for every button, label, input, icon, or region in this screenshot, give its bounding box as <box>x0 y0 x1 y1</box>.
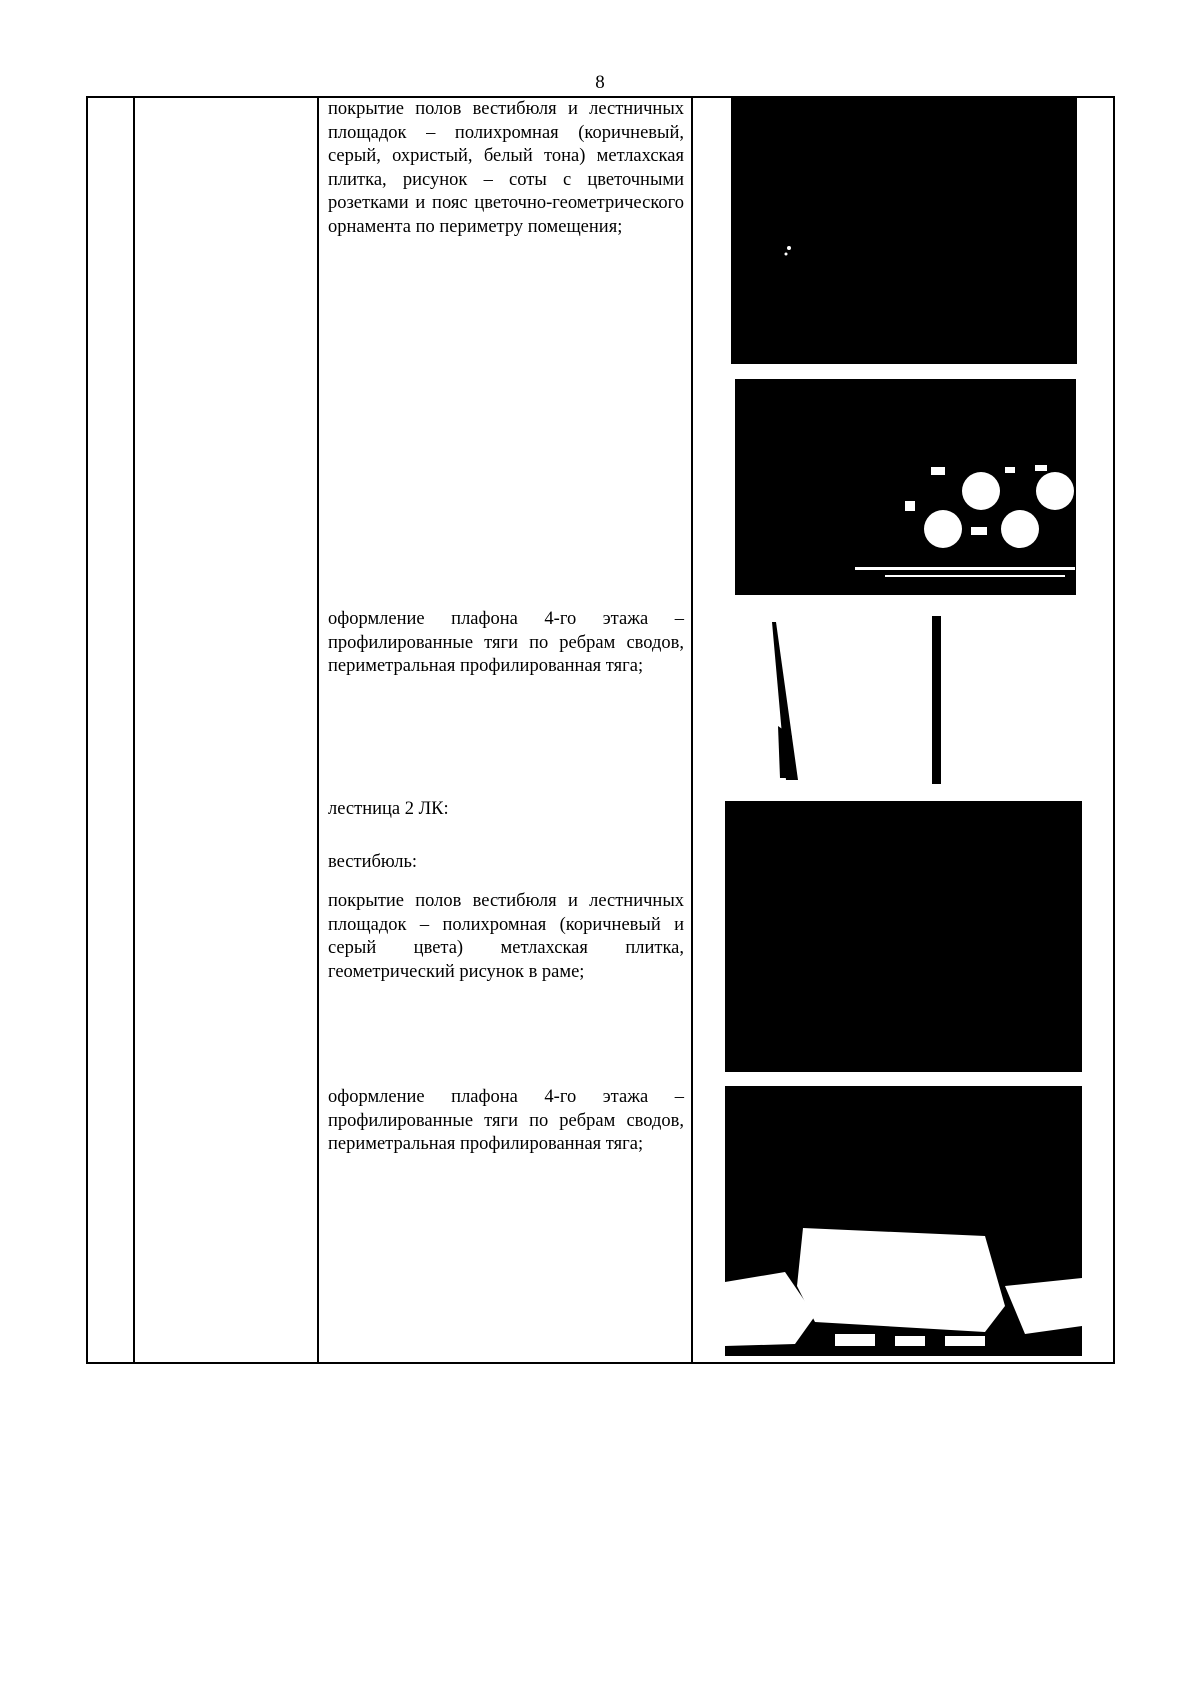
page-number: 8 <box>595 72 605 93</box>
photo-floor-tiles-1 <box>731 98 1077 364</box>
vestibule-heading: вестибюль: <box>328 852 418 872</box>
photo-ceiling-ribs-2 <box>725 1086 1082 1356</box>
document-table <box>86 96 1115 1364</box>
photo-floor-tiles-3 <box>725 801 1082 1072</box>
photo-ceiling-ribs-1 <box>756 616 954 786</box>
column-divider <box>317 98 319 1362</box>
column-divider <box>133 98 135 1362</box>
column-divider <box>691 98 693 1362</box>
description-floor-covering-1: покрытие полов вестибюля и лестничных площадок – полихромная (коричневый, серый, охристый, белый тона) метлахская плитка, рисунок – соты с цветочными розетками и пояс цветочно-геометрического орнамента по периметру помещения; <box>328 99 684 237</box>
staircase-heading: лестница 2 ЛК: <box>328 799 449 819</box>
description-ceiling-1: оформление плафона 4-го этажа – профилированные тяги по ребрам сводов, периметральная профилированная тяга; <box>328 609 684 676</box>
description-floor-covering-2: покрытие полов вестибюля и лестничных площадок – полихромная (коричневый и серый цвета) метлахская плитка, геометрический рисунок в раме; <box>328 891 684 982</box>
description-ceiling-2: оформление плафона 4-го этажа – профилированные тяги по ребрам сводов, периметральная профилированная тяга; <box>328 1087 684 1154</box>
photo-floor-tiles-2 <box>735 379 1076 595</box>
